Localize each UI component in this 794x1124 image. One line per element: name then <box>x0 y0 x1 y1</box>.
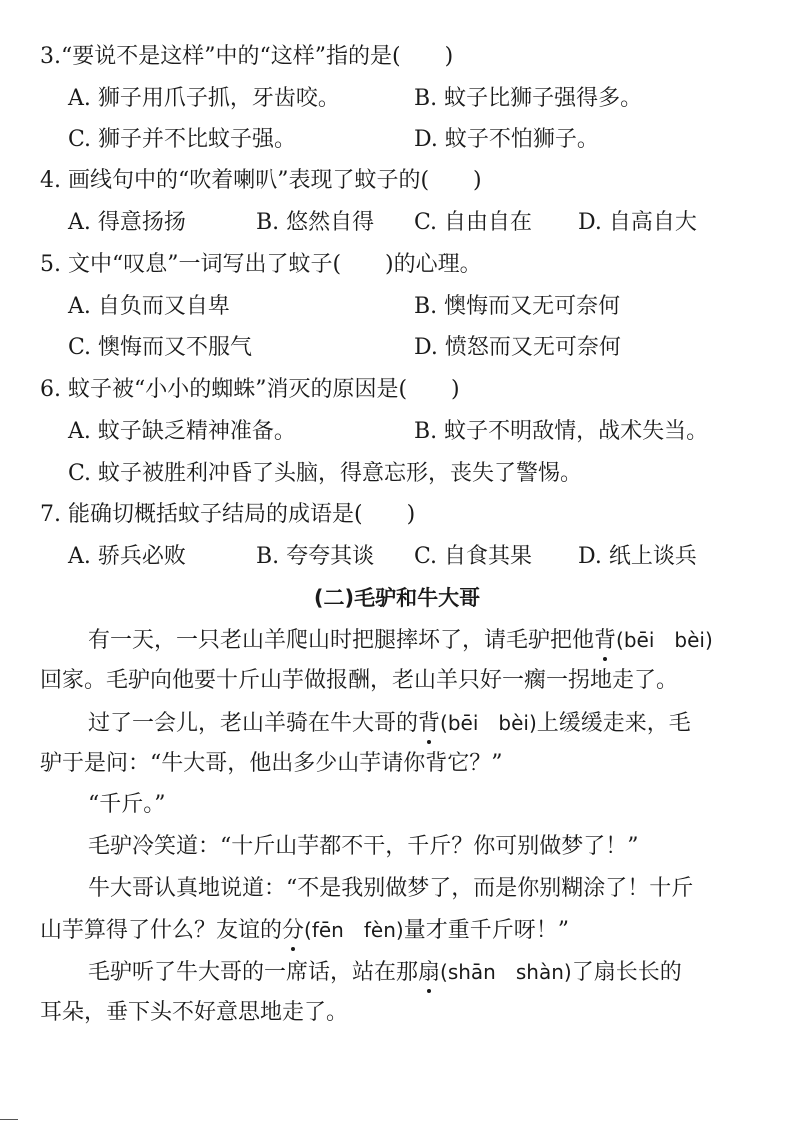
paragraph-2-continued: 驴于是问：“牛大哥，他出多少山芋请你背它？” <box>40 751 503 776</box>
paragraph-5-text-end: 量才重千斤呀！” <box>403 918 569 943</box>
question-4-option-b: B. 悠然自得 <box>256 210 375 235</box>
pinyin-choice: (shān shàn) <box>440 960 572 984</box>
question-5-stem: 5. 文中“叹息”一词写出了蚊子( )的心理。 <box>40 252 482 277</box>
paragraph-6-text: 毛驴听了牛大哥的一席话，站在那 <box>88 960 419 985</box>
question-6-stem: 6. 蚊子被“小小的蜘蛛”消灭的原因是( ) <box>40 377 460 402</box>
footer-rule <box>0 1119 18 1120</box>
question-5-option-b: B. 懊悔而又无可奈何 <box>414 294 621 319</box>
paragraph-5: 牛大哥认真地说道：“不是我别做梦了，而是你别糊涂了！十斤 <box>88 876 694 901</box>
question-4-stem: 4. 画线句中的“吹着喇叭”表现了蚊子的( ) <box>40 168 482 193</box>
paragraph-5-continued <box>40 915 569 945</box>
paragraph-5-text: 山芋算得了什么？友谊的 <box>40 918 283 943</box>
paragraph-6 <box>88 957 682 987</box>
dotted-char: 背 <box>418 709 440 739</box>
question-7-option-a: A. 骄兵必败 <box>68 544 186 569</box>
question-3-option-a: A. 狮子用爪子抓，牙齿咬。 <box>68 86 340 111</box>
question-3-option-b: B. 蚊子比狮子强得多。 <box>414 86 643 111</box>
paragraph-2 <box>88 708 691 738</box>
paragraph-1 <box>88 625 713 655</box>
passage-heading: (二)毛驴和牛大哥 <box>313 586 481 610</box>
pinyin-choice: (fēn fèn) <box>304 918 404 942</box>
question-3-option-d: D. 蚊子不怕狮子。 <box>414 127 599 152</box>
question-4-option-d: D. 自高自大 <box>578 210 697 235</box>
question-5-option-a: A. 自负而又自卑 <box>68 294 230 319</box>
question-7-stem: 7. 能确切概括蚊子结局的成语是( ) <box>40 502 416 527</box>
question-4-option-a: A. 得意扬扬 <box>68 210 186 235</box>
paragraph-2-text-end: 上缓缓走来，毛 <box>536 711 691 736</box>
paragraph-1-continued: 回家。毛驴向他要十斤山芋做报酬，老山羊只好一瘸一拐地走了。 <box>40 668 679 693</box>
paragraph-6-continued: 耳朵，垂下头不好意思地走了。 <box>40 1000 349 1025</box>
paragraph-1-text: 有一天，一只老山羊爬山时把腿摔坏了，请毛驴把他 <box>88 628 595 653</box>
dotted-char: 扇 <box>418 958 440 988</box>
question-4-option-c: C. 自由自在 <box>414 210 533 235</box>
question-3-stem: 3.“要说不是这样”中的“这样”指的是( ) <box>40 44 454 69</box>
question-5-option-c: C. 懊悔而又不服气 <box>68 335 253 360</box>
dotted-char: 分 <box>282 916 304 946</box>
question-6-option-b: B. 蚊子不明敌情，战术失当。 <box>414 419 709 444</box>
paragraph-2-text: 过了一会儿，老山羊骑在牛大哥的 <box>88 711 419 736</box>
paragraph-6-text-end: 了扇长长的 <box>571 960 682 985</box>
question-6-option-a: A. 蚊子缺乏精神准备。 <box>68 419 296 444</box>
paragraph-4: 毛驴冷笑道：“十斤山芋都不干，千斤？你可别做梦了！” <box>88 834 639 859</box>
pinyin-choice: (bēi bèi) <box>440 711 537 735</box>
question-6-option-c: C. 蚊子被胜利冲昏了头脑，得意忘形，丧失了警惕。 <box>68 461 583 486</box>
paragraph-3: “千斤。” <box>88 792 166 817</box>
question-7-option-d: D. 纸上谈兵 <box>578 544 697 569</box>
pinyin-choice: (bēi bèi) <box>616 628 713 652</box>
question-7-option-b: B. 夸夸其谈 <box>256 544 375 569</box>
dotted-char: 背 <box>594 626 616 656</box>
question-7-option-c: C. 自食其果 <box>414 544 533 569</box>
question-5-option-d: D. 愤怒而又无可奈何 <box>414 335 621 360</box>
question-3-option-c: C. 狮子并不比蚊子强。 <box>68 127 297 152</box>
